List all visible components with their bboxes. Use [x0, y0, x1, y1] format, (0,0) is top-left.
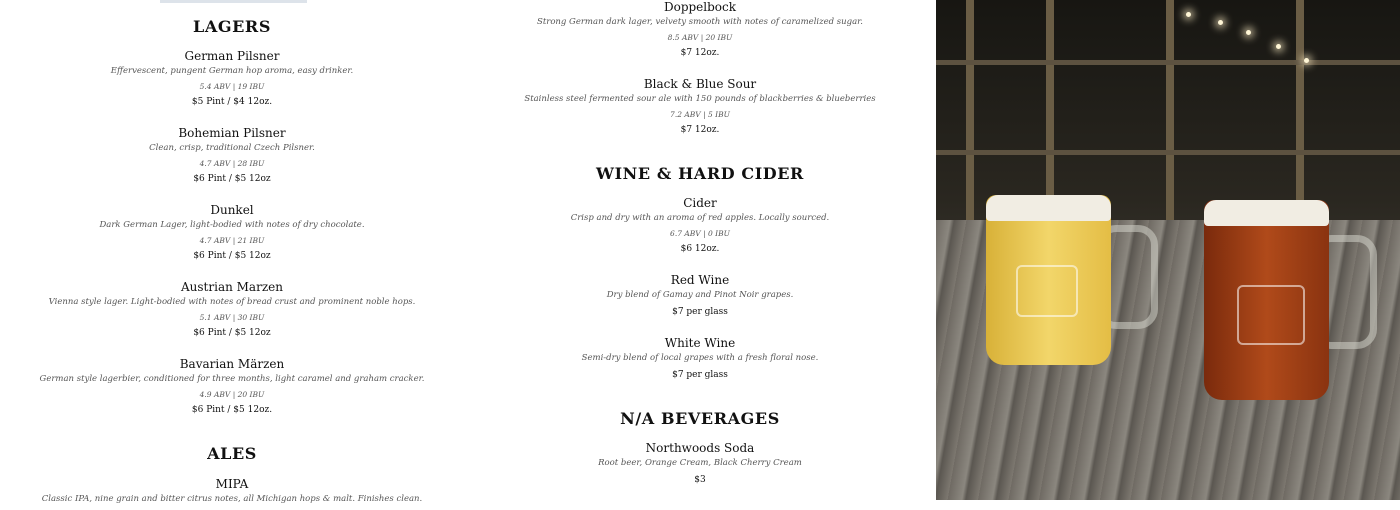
item-price: $6 Pint / $5 12oz	[193, 251, 271, 261]
menu-item-white-wine	[490, 336, 910, 381]
menu-item-bavarian-marzen	[30, 357, 434, 416]
item-description: Classic IPA, nine grain and bitter citrus notes, all Michigan hops & malt. Finishes clean.	[41, 494, 423, 504]
item-description: Strong German dark lager, velvety smooth with notes of caramelized sugar.	[537, 17, 863, 27]
item-stats: 8.5 ABV | 20 IBU	[667, 33, 733, 42]
item-description: Vienna style lager. Light-bodied with notes of bread crust and prominent noble hops.	[48, 297, 416, 307]
item-price: $7 per glass	[672, 370, 728, 380]
item-name: Bavarian Märzen	[179, 357, 285, 371]
item-name: Cider	[683, 196, 717, 210]
menu-item-northwoods-soda	[490, 441, 910, 486]
menu-item-dunkel	[30, 203, 434, 262]
item-price: $3	[694, 475, 706, 485]
item-description: Dry blend of Gamay and Pinot Noir grapes.	[606, 290, 794, 300]
fence-rail	[936, 60, 1400, 65]
menu-item-doppelbock	[490, 0, 910, 59]
fence-rail	[936, 150, 1400, 155]
section-title-wine-cider: WINE & HARD CIDER	[596, 164, 804, 183]
item-description: Crisp and dry with an aroma of red apples. Locally sourced.	[570, 213, 830, 223]
item-stats: 4.9 ABV | 20 IBU	[199, 390, 265, 399]
item-description: Stainless steel fermented sour ale with 150 pounds of blackberries & blueberries	[524, 94, 876, 104]
item-name: White Wine	[664, 336, 736, 350]
menu-item-cider	[490, 196, 910, 255]
menu-item-german-pilsner	[30, 49, 434, 108]
string-light	[1186, 12, 1191, 17]
pilsner-mug	[986, 195, 1111, 365]
item-name: Dunkel	[210, 203, 254, 217]
item-name: Bohemian Pilsner	[178, 126, 286, 140]
item-description: Root beer, Orange Cream, Black Cherry Cream	[598, 458, 802, 468]
item-price: $7 12oz.	[680, 125, 720, 135]
item-name: Austrian Marzen	[181, 280, 283, 294]
fence-post	[966, 0, 974, 230]
item-stats: 6.7 ABV | 0 IBU	[670, 229, 730, 238]
silver-spruce-logo-right	[1237, 285, 1305, 345]
section-title-ales: ALES	[207, 444, 257, 463]
item-price: $6 Pint / $5 12oz	[193, 174, 271, 184]
item-stats: 5.1 ABV | 30 IBU	[199, 313, 265, 322]
string-light	[1304, 58, 1309, 63]
item-stats: 7.2 ABV | 5 IBU	[670, 110, 730, 119]
string-light	[1276, 44, 1281, 49]
menu-item-black-blue-sour	[490, 77, 910, 136]
item-price: $5 Pint / $4 12oz.	[191, 97, 273, 107]
string-light	[1218, 20, 1223, 25]
amber-mug	[1204, 200, 1329, 400]
section-title-lagers: LAGERS	[193, 17, 271, 36]
item-price: $6 Pint / $5 12oz	[193, 328, 271, 338]
fence-post	[1166, 0, 1174, 230]
beer-foam	[1204, 200, 1329, 226]
item-description: German style lagerbier, conditioned for three months, light caramel and graham cracker.	[39, 374, 425, 384]
item-price: $6 12oz.	[680, 244, 720, 254]
item-name: Northwoods Soda	[645, 441, 755, 455]
fence-post	[1296, 0, 1304, 230]
item-price: $6 Pint / $5 12oz.	[191, 405, 273, 415]
item-price: $7 per glass	[672, 307, 728, 317]
item-name: Doppelbock	[663, 0, 737, 14]
item-description: Semi-dry blend of local grapes with a fresh floral nose.	[581, 353, 819, 363]
silver-spruce-logo-left	[1016, 265, 1078, 317]
menu-item-red-wine	[490, 273, 910, 318]
item-name: Black & Blue Sour	[643, 77, 757, 91]
item-description: Dark German Lager, light-bodied with notes of dry chocolate.	[99, 220, 365, 230]
section-title-na-beverages: N/A BEVERAGES	[620, 409, 780, 428]
item-name: MIPA	[215, 477, 249, 491]
item-name: German Pilsner	[184, 49, 280, 63]
item-description: Clean, crisp, traditional Czech Pilsner.	[149, 143, 315, 153]
menu-item-austrian-marzen	[30, 280, 434, 339]
item-stats: 4.7 ABV | 28 IBU	[199, 159, 265, 168]
item-price: $7 12oz.	[680, 48, 720, 58]
item-stats: 4.7 ABV | 21 IBU	[199, 236, 265, 245]
beer-foam	[986, 195, 1111, 221]
menu-item-mipa	[30, 477, 434, 510]
item-name: Red Wine	[670, 273, 730, 287]
beer-photo	[936, 0, 1400, 500]
string-light	[1246, 30, 1251, 35]
header-divider	[160, 0, 307, 3]
item-description: Effervescent, pungent German hop aroma, easy drinker.	[110, 66, 354, 76]
menu-item-bohemian-pilsner	[30, 126, 434, 185]
item-stats: 5.4 ABV | 19 IBU	[199, 82, 265, 91]
